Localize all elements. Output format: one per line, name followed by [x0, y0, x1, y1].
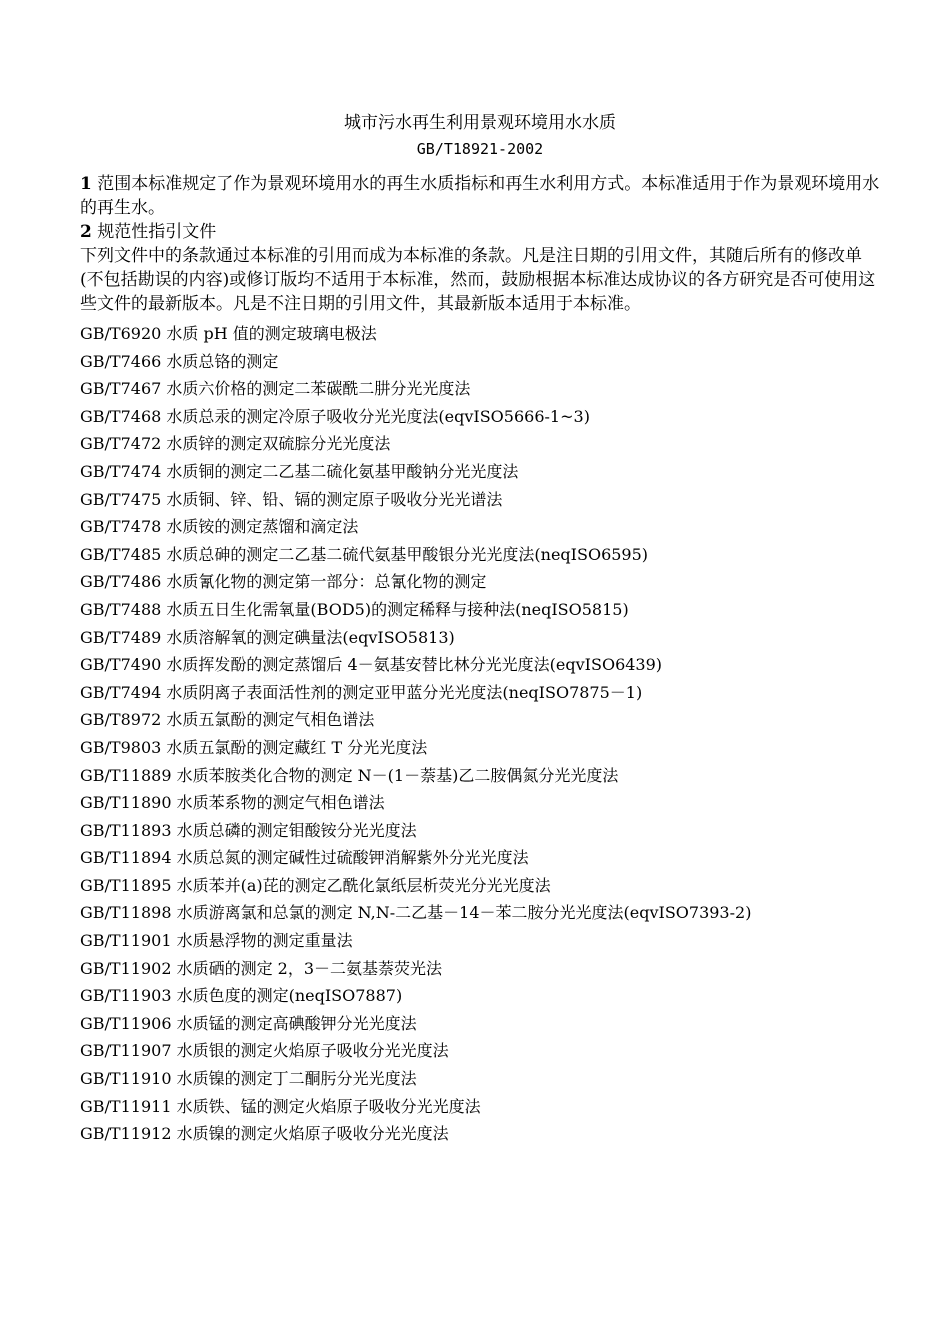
- reference-item: GB/T7494 水质阴离子表面活性剂的测定亚甲蓝分光光度法(neqISO7875－1): [80, 682, 643, 702]
- reference-item: GB/T7490 水质挥发酚的测定蒸馏后 4－氨基安替比林分光光度法(eqvISO6439): [80, 655, 663, 675]
- reference-list: [80, 320, 880, 1148]
- reference-item: GB/T11890 水质苯系物的测定气相色谱法: [80, 793, 385, 813]
- title-block: [80, 110, 880, 162]
- reference-item: GB/T11906 水质锰的测定高碘酸钾分光光度法: [80, 1013, 417, 1033]
- reference-item: GB/T11898 水质游离氯和总氯的测定 N,N-二乙基－14－苯二胺分光光度法(eqvISO7393-2): [80, 903, 752, 923]
- reference-item: GB/T11907 水质银的测定火焰原子吸收分光光度法: [80, 1041, 449, 1061]
- reference-item: GB/T11893 水质总磷的测定钼酸铵分光光度法: [80, 820, 417, 840]
- section-2-number: 2: [80, 222, 92, 242]
- section-1-number: 1: [80, 174, 92, 194]
- reference-item: GB/T7472 水质锌的测定双硫腙分光光度法: [80, 434, 391, 454]
- section-1-text: 范围本标准规定了作为景观环境用水的再生水质指标和再生水利用方式。本标准适用于作为景观环境用水的再生水。: [80, 174, 880, 218]
- reference-item: GB/T7468 水质总汞的测定冷原子吸收分光光度法(eqvISO5666-1~3): [80, 406, 590, 426]
- reference-item: GB/T7474 水质铜的测定二乙基二硫化氨基甲酸钠分光光度法: [80, 461, 519, 481]
- reference-item: GB/T7467 水质六价格的测定二苯碳酰二肼分光光度法: [80, 379, 471, 399]
- reference-item: GB/T7466 水质总铬的测定: [80, 351, 279, 371]
- reference-item: GB/T11912 水质镍的测定火焰原子吸收分光光度法: [80, 1124, 449, 1144]
- reference-item: GB/T11911 水质铁、锰的测定火焰原子吸收分光光度法: [80, 1096, 481, 1116]
- document-page: [80, 110, 880, 1148]
- reference-item: GB/T11889 水质苯胺类化合物的测定 N－(1－萘基)乙二胺偶氮分光光度法: [80, 765, 619, 785]
- document-title: 城市污水再生利用景观环境用水水质: [344, 113, 616, 133]
- reference-item: GB/T7486 水质氰化物的测定第一部分：总氰化物的测定: [80, 572, 487, 592]
- reference-item: GB/T6920 水质 pH 值的测定玻璃电极法: [80, 324, 377, 343]
- reference-item: GB/T11894 水质总氮的测定碱性过硫酸钾消解紫外分光光度法: [80, 848, 529, 868]
- reference-item: GB/T7475 水质铜、锌、铅、镉的测定原子吸收分光光谱法: [80, 489, 503, 509]
- standard-code: GB/T18921-2002: [416, 140, 544, 158]
- reference-item: GB/T7485 水质总砷的测定二乙基二硫代氨基甲酸银分光光度法(neqISO6595): [80, 544, 649, 564]
- reference-item: GB/T7488 水质五日生化需氧量(BOD5)的测定稀释与接种法(neqISO5815): [80, 599, 629, 619]
- section-2-heading: [80, 220, 880, 244]
- reference-item: GB/T11910 水质镍的测定丁二酮肟分光光度法: [80, 1069, 417, 1089]
- reference-item: GB/T11902 水质硒的测定 2，3－二氨基萘荧光法: [80, 958, 443, 978]
- reference-item: GB/T7489 水质溶解氧的测定碘量法(eqvISO5813): [80, 627, 455, 647]
- reference-item: GB/T8972 水质五氯酚的测定气相色谱法: [80, 710, 375, 730]
- reference-item: GB/T7478 水质铵的测定蒸馏和滴定法: [80, 517, 359, 537]
- section-2-intro: 下列文件中的条款通过本标准的引用而成为本标准的条款。凡是注日期的引用文件，其随后所有的修改单(不包括勘误的内容)或修订版均不适用于本标准，然而，鼓励根据本标准达成协议的各方研究是否可使用这些文件的最新版本。凡是不注日期的引用文件，其最新版本适用于本标准。: [80, 246, 876, 314]
- reference-item: GB/T9803 水质五氯酚的测定藏红 T 分光光度法: [80, 737, 428, 757]
- reference-item: GB/T11895 水质苯并(a)芘的测定乙酰化氯纸层析荧光分光光度法: [80, 875, 551, 895]
- reference-item: GB/T11901 水质悬浮物的测定重量法: [80, 931, 353, 951]
- section-1: [80, 172, 880, 220]
- reference-item: GB/T11903 水质色度的测定(neqISO7887): [80, 986, 403, 1006]
- section-2-title: 规范性指引文件: [97, 222, 217, 242]
